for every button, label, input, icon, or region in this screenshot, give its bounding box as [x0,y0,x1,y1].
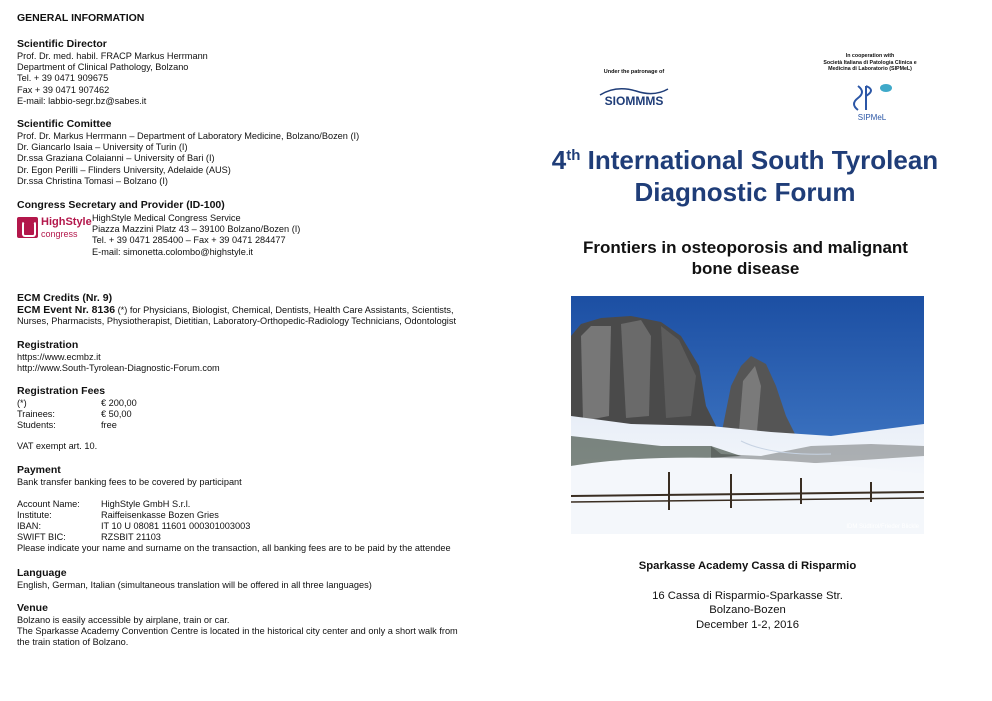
director-title: Scientific Director [17,38,107,50]
siommms-logo-text: SIOMMMS [604,94,664,107]
venue-section [17,602,487,649]
director-line: Department of Clinical Pathology, Bolzano [17,62,189,73]
venue-line: The Sparkasse Academy Convention Centre is located in the historical city center and only a short walk from [17,626,458,637]
language-title: Language [17,566,67,579]
secretary-title: Congress Secretary and Provider (ID-100) [17,199,225,212]
language-text: English, German, Italian (simultaneous translation will be offered in all three languages) [17,579,372,590]
forum-subtitle: Frontiers in osteoporosis and malignant bone disease [583,238,908,278]
director-line: Tel. + 39 0471 909675 [17,73,109,84]
payment-row: Institute: Raiffeisenkasse Bozen Gries [17,509,219,520]
highstyle-logo: HighStyle congress [17,213,89,243]
vat-note: VAT exempt art. 10. [17,441,98,452]
payment-row: Account Name: HighStyle GmbH S.r.l. [17,498,191,509]
registration-link[interactable]: http://www.South-Tyrolean-Diagnostic-Forum.com [17,363,220,374]
cooperation-label: In cooperation with Società Italiana di Patologia Clinica e Medicina di Laboratorio (SIPMeL) [823,53,917,73]
payment-row: IBAN: IT 10 U 08081 11601 000301003003 [17,521,251,532]
committee-member: Dr.ssa Graziana Colaianni – University of Bari (I) [17,153,215,164]
fees-section [17,385,487,453]
secretary-line: Piazza Mazzini Platz 43 – 39100 Bolzano/Bozen (I) [92,224,301,235]
venue-name: Sparkasse Academy Cassa di Risparmio [638,560,857,572]
event-date: December 1-2, 2016 [696,618,799,631]
payment-section [17,464,487,554]
registration-section [17,339,487,374]
sipmel-logo [850,82,894,122]
fee-row: (*) € 200,00 [17,397,137,408]
registration-link[interactable]: https://www.ecmbz.it [17,352,101,363]
patronage-label: Under the patronage of [603,69,665,75]
event-address: 16 Cassa di Risparmio-Sparkasse Str. [652,590,843,602]
secretary-line: HighStyle Medical Congress Service [92,213,241,224]
director-section [17,38,487,107]
general-heading: GENERAL INFORMATION [17,12,145,24]
ecm-event-line: ECM Event Nr. 8136 (*) for Physicians, Biologist, Chemical, Dentists, Health Care Assistants, Scientists, [17,303,454,316]
event-city: Bolzano-Bozen [709,604,786,617]
fee-row: Trainees: € 50,00 [17,408,132,419]
committee-member: Dr. Giancarlo Isaia – University of Turin (I) [17,142,188,153]
ecm-section [17,292,487,327]
committee-member: Prof. Dr. Markus Herrmann – Department of Laboratory Medicine, Bolzano/Bozen (I) [17,131,360,142]
committee-member: Dr. Egon Perilli – Flinders University, Adelaide (AUS) [17,164,231,175]
landscape-photo [571,296,924,534]
secretary-section [17,199,487,258]
siommms-logo [596,85,672,107]
committee-member: Dr.ssa Christina Tomasi – Bolzano (I) [17,175,168,186]
venue-line: the train station of Bolzano. [17,637,129,648]
director-line: Prof. Dr. med. habil. FRACP Markus Herrmann [17,51,208,61]
payment-note: Bank transfer banking fees to be covered by participant [17,477,242,488]
venue-title: Venue [17,601,48,614]
fees-title: Registration Fees [17,384,106,397]
event-details [571,589,924,632]
registration-title: Registration [17,339,79,352]
committee-title: Scientific Comittee [17,118,112,131]
ecm-title: ECM Credits (Nr. 9) [17,291,113,304]
secretary-email: E-mail: simonetta.colombo@highstyle.it [92,246,253,257]
photo-credit: IDM Südtirol/Frieder Blickle [846,524,919,530]
payment-row: SWIFT BIC: RZSBIT 21103 [17,532,161,543]
committee-section [17,118,487,187]
highstyle-logo-icon [17,217,38,238]
forum-title: 4th International South Tyrolean Diagnostic Forum [551,145,939,207]
general-information-column [17,12,487,649]
language-section [17,567,487,591]
fee-row: Students: free [17,420,117,431]
payment-title: Payment [17,464,61,477]
payment-footer: Please indicate your name and surname on the transaction, all banking fees are to be paid by the attendee [17,543,451,554]
ecm-line: Nurses, Pharmacists, Physiotherapist, Dietitian, Laboratory-Orthopedic-Radiology Technicians, Odontologist [17,316,456,327]
venue-line: Bolzano is easily accessible by airplane, train or car. [17,614,230,625]
director-email: E-mail: labbio-segr.bz@sabes.it [17,95,147,106]
secretary-line: Tel. + 39 0471 285400 – Fax + 39 0471 284477 [92,235,286,246]
director-line: Fax + 39 0471 907462 [17,84,110,95]
sipmel-logo-text: SIPMeL [857,113,887,122]
